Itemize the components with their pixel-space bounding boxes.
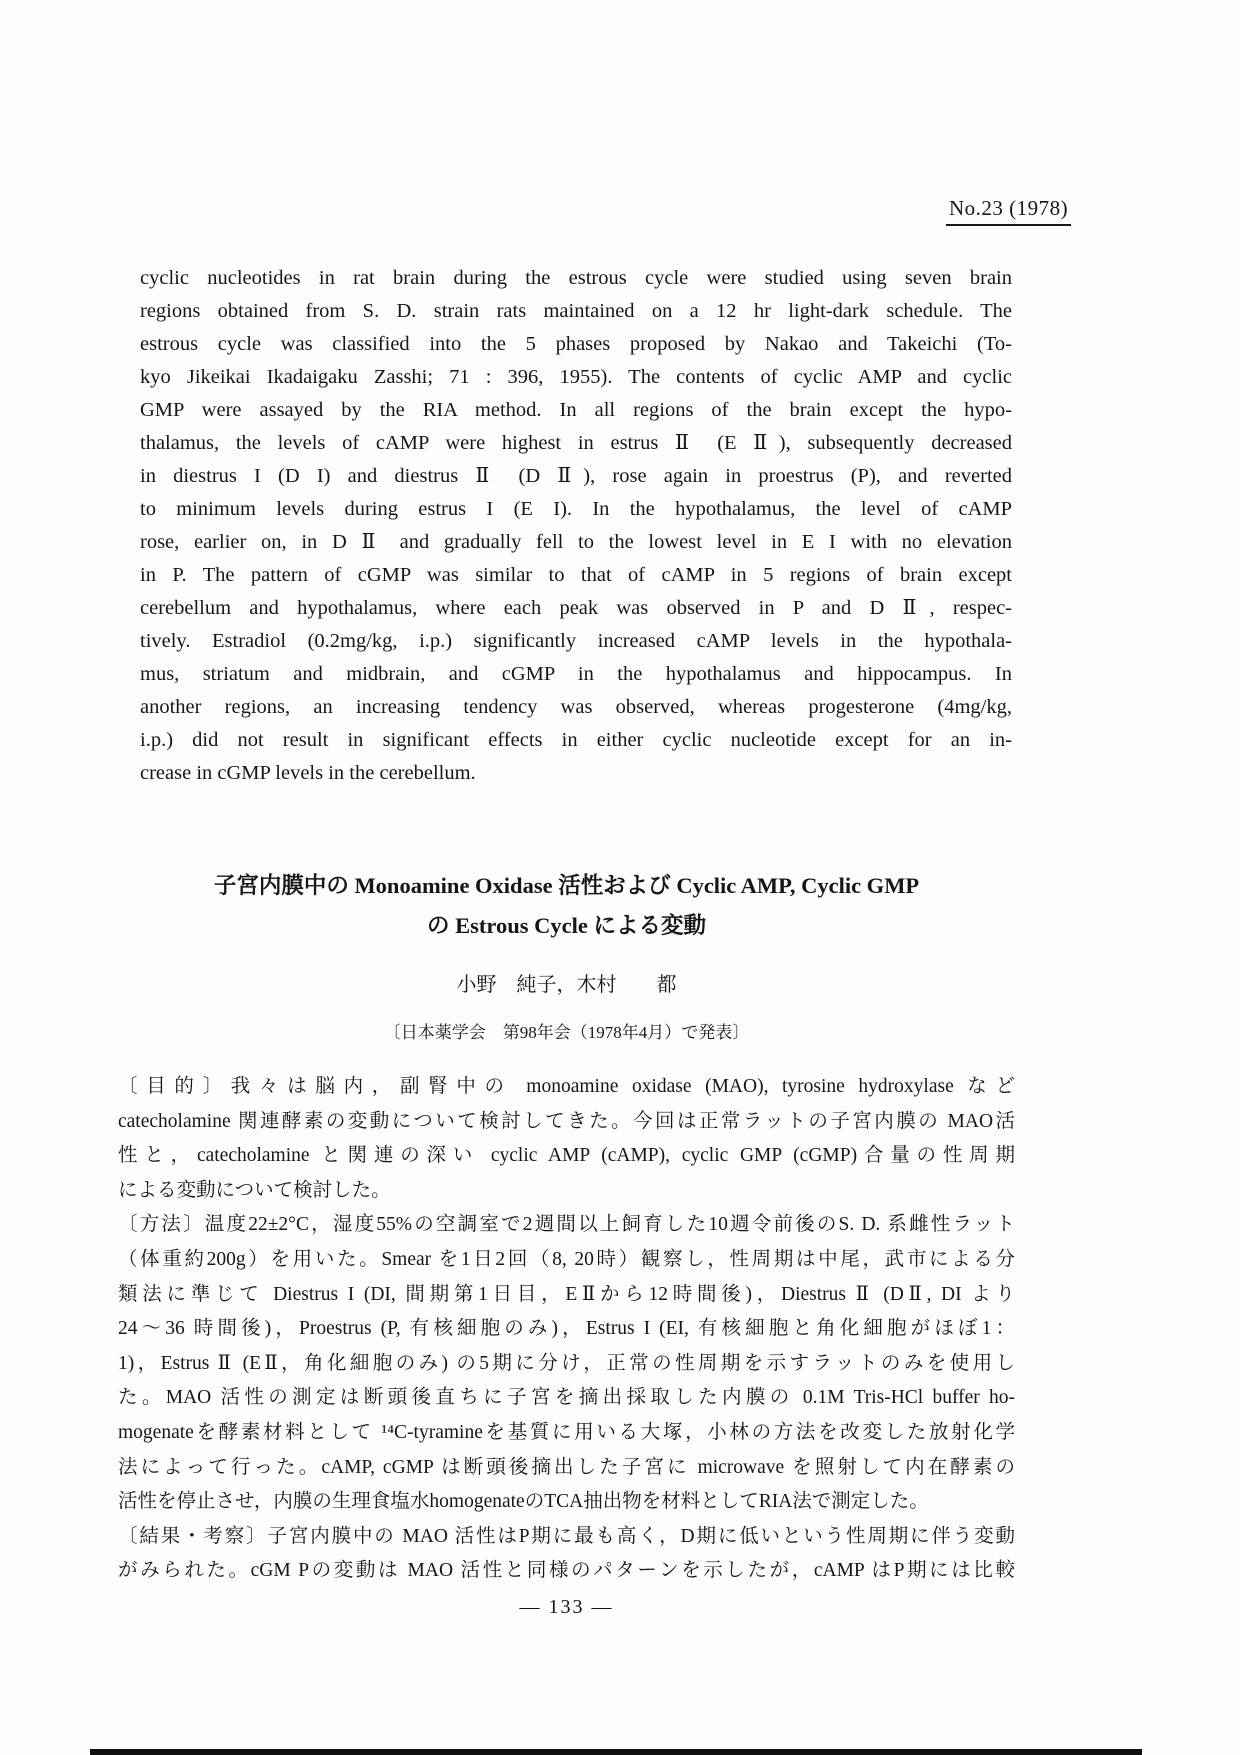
text-line: kyo Jikeikai Ikadaigaku Zasshi; 71 : 396, 1955). The contents of cyclic AMP and cyclic [140,366,1012,388]
text-line: GMP were assayed by the RIA method. In all regions of the brain except the hypo- [140,399,1012,421]
text-line: 〔方法〕温度22±2°C，湿度55%の空調室で2週間以上飼育した10週令前後のS. D. 系雌性ラット [118,1214,1015,1236]
section-purpose [118,1070,1015,1208]
japanese-body [118,1070,1015,1589]
text-line: 法によって行った。cAMP, cGMP は断頭後摘出した子宮に microwave を照射して内在酵素の [118,1456,1015,1478]
text-line: による変動について検討した。 [118,1179,391,1201]
text-line: 類法に準じて Diestrus I (DI, 間期第1日目，EⅡから12時間後)，Diestrus Ⅱ (DⅡ, DI より [118,1283,1015,1305]
text-line: た。MAO 活性の測定は断頭後直ちに子宮を摘出採取した内膜の 0.1M Tris-HCl buffer ho- [118,1387,1015,1409]
text-line: mogenateを酵素材料として ¹⁴C-tyramineを基質に用いる大塚，小林の方法を改変した放射化学 [118,1421,1015,1443]
text-line: mus, striatum and midbrain, and cGMP in the hypothalamus and hippocampus. In [140,663,1012,685]
text-line: 24～36 時間後)，Proestrus (P, 有核細胞のみ)，Estrus I (EI, 有核細胞と角化細胞がほぼ1： [118,1318,1015,1340]
text-line: がみられた。cGM Pの変動は MAO 活性と同様のパターンを示したが，cAMP はP期には比較 [118,1560,1015,1582]
text-line: catecholamine 関連酵素の変動について検討してきた。今回は正常ラットの子宮内膜の MAO活 [118,1110,1015,1132]
text-line: i.p.) did not result in significant effects in either cyclic nucleotide except for an in- [140,729,1012,751]
text-line: estrous cycle was classified into the 5 phases proposed by Nakao and Takeichi (To- [140,333,1012,355]
scan-edge-bar [90,1749,1142,1755]
presentation-note: 〔日本薬学会 第98年会（1978年4月）で発表〕 [383,1023,750,1042]
article-title [118,866,1015,946]
authors-line: 小野 純子，木村 都 [456,974,677,996]
text-line: rose, earlier on, in D Ⅱ and gradually fell to the lowest level in E I with no elevation [140,531,1012,553]
text-line: to minimum levels during estrus I (E I). In the hypothalamus, the level of cAMP [140,498,1012,520]
text-line: tively. Estradiol (0.2mg/kg, i.p.) significantly increased cAMP levels in the hypothala- [140,630,1012,652]
text-line: 〔結果・考察〕子宮内膜中の MAO 活性はP期に最も高く，D期に低いという性周期に伴う変動 [118,1525,1015,1547]
article-title-line2: の Estrous Cycle による変動 [427,913,706,938]
text-line: cyclic nucleotides in rat brain during the estrous cycle were studied using seven brain [140,267,1012,289]
text-line: 〔目的〕我々は脳内，副腎中の monoamine oxidase (MAO), tyrosine hydroxylase など [118,1076,1015,1097]
text-line: regions obtained from S. D. strain rats maintained on a 12 hr light-dark schedule. The [140,300,1012,322]
section-methods [118,1208,1015,1519]
text-line: 性と，catecholamine と関連の深い cyclic AMP (cAMP), cyclic GMP (cGMP)合量の性周期 [118,1145,1015,1167]
text-line: another regions, an increasing tendency was observed, whereas progesterone (4mg/kg, [140,696,1012,718]
page-number: — 133 — [519,1596,614,1618]
text-line: in P. The pattern of cGMP was similar to that of cAMP in 5 regions of brain except [140,564,1012,586]
english-abstract-paragraph [140,262,1012,790]
text-line: （体重約200g）を用いた。Smear を1日2回（8, 20時）観察し，性周期は中尾，武市による分 [118,1248,1015,1270]
text-line: cerebellum and hypothalamus, where each peak was observed in P and D Ⅱ, respec- [140,597,1012,619]
section-results [118,1520,1015,1589]
article-title-line1: 子宮内膜中の Monoamine Oxidase 活性および Cyclic AMP, Cyclic GMP [213,873,920,898]
text-line: 1)，Estrus Ⅱ (EⅡ，角化細胞のみ) の5期に分け，正常の性周期を示すラットのみを使用し [118,1352,1015,1374]
text-line: 活性を停止させ，内膜の生理食塩水homogenateのTCA抽出物を材料としてRIA法で測定した。 [118,1491,929,1513]
text-line: thalamus, the levels of cAMP were highest in estrus Ⅱ (E Ⅱ), subsequently decreased [140,432,1012,454]
text-line: crease in cGMP levels in the cerebellum. [140,762,476,784]
text-line: in diestrus I (D I) and diestrus Ⅱ (D Ⅱ), rose again in proestrus (P), and reverted [140,465,1012,487]
journal-issue-label: No.23 (1978) [946,196,1071,226]
